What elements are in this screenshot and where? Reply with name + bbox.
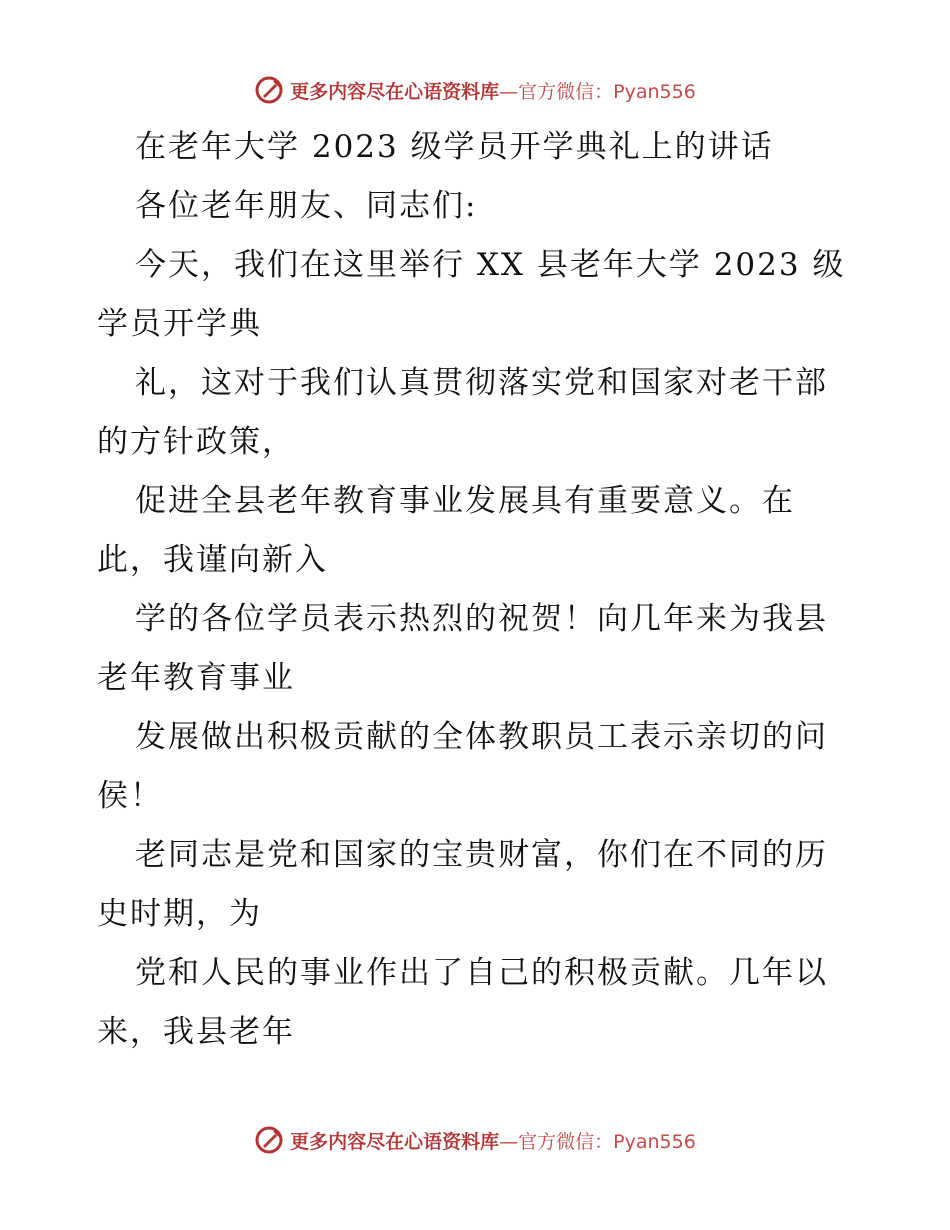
body-line: 党和人民的事业作出了自己的积极贡献。几年以 xyxy=(135,955,828,991)
body-line: 学的各位学员表示热烈的祝贺！向几年来为我县 xyxy=(135,601,828,637)
body-line: 老同志是党和国家的宝贵财富，你们在不同的历 xyxy=(135,837,828,873)
speech-title: 在老年大学 2023 级学员开学典礼上的讲话 xyxy=(135,129,774,165)
body-line: 此，我谨向新入 xyxy=(97,542,328,578)
watermark-text: 更多内容尽在心语资料库 xyxy=(290,1130,500,1153)
body-line: 发展做出积极贡献的全体教职员工表示亲切的问 xyxy=(135,719,828,755)
red-quill-seal-icon xyxy=(254,1125,284,1155)
body-line: 来，我县老年 xyxy=(97,1014,295,1050)
watermark-text: 更多内容尽在心语资料库 xyxy=(290,80,500,103)
watermark-wechat: —官方微信：Pyan556 xyxy=(499,1130,696,1153)
salutation: 各位老年朋友、同志们: xyxy=(135,188,478,224)
footer-watermark xyxy=(0,1122,950,1158)
body-line: 史时期，为 xyxy=(97,896,262,932)
red-quill-seal-icon xyxy=(254,75,284,105)
watermark-wechat: —官方微信：Pyan556 xyxy=(499,80,696,103)
document-body xyxy=(97,118,857,1062)
body-line: 侯！ xyxy=(97,778,163,814)
header-watermark xyxy=(0,72,950,108)
body-line: 促进全县老年教育事业发展具有重要意义。在 xyxy=(135,483,795,519)
body-line: 礼，这对于我们认真贯彻落实党和国家对老干部 xyxy=(135,365,828,401)
body-line: 学员开学典 xyxy=(97,306,262,342)
body-line: 今天，我们在这里举行 XX 县老年大学 2023 级 xyxy=(135,247,846,283)
body-line: 老年教育事业 xyxy=(97,660,295,696)
body-line: 的方针政策， xyxy=(97,424,295,460)
